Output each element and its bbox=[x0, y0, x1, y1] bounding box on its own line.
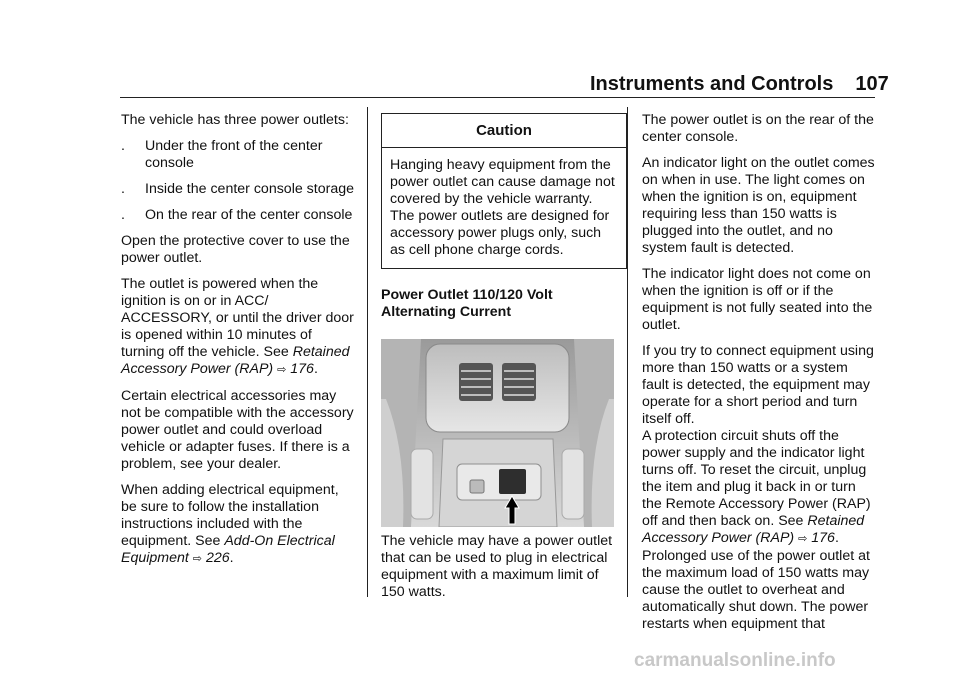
column-divider bbox=[627, 107, 628, 597]
paragraph-powered: The outlet is powered when the ignition is on or in ACC/ ACCESSORY, or until the driver door is opened within 10 minutes of turning off the vehicle. See Retained Accessory Power (RAP) ⇨ 176. bbox=[121, 276, 354, 377]
list-item: . Inside the center console storage bbox=[121, 181, 355, 197]
header-rule bbox=[120, 97, 875, 98]
paragraph-indicator-off: The indicator light does not come on when the ignition is off or if the equipment is not fully seated into the outlet. bbox=[642, 266, 873, 333]
list-item: . Under the front of the center console bbox=[121, 138, 323, 171]
paragraph-indicator: An indicator light on the outlet comes on when in use. The light comes on when the ignition is on, equipment requiring less than 150 watts is plugged into the outlet, and no system fault is detected. bbox=[642, 155, 875, 256]
intro-text: The vehicle has three power outlets: bbox=[121, 112, 349, 128]
addon-link[interactable]: Add-On Electrical Equipment bbox=[121, 533, 335, 566]
caution-text: Hanging heavy equipment from the power outlet can cause damage not covered by the vehicle warranty. The power outlets are designed for accessory power plugs only, such as cell phone charge cords. bbox=[390, 157, 615, 258]
paragraph-accessories: Certain electrical accessories may not be compatible with the accessory power outlet and could overload vehicle or adapter fuses. If there is a problem, see your dealer. bbox=[121, 388, 354, 472]
paragraph-prolonged: Prolonged use of the power outlet at the maximum load of 150 watts may cause the outlet to overheat and automatically shut down. The power restarts when equipment that bbox=[642, 548, 870, 632]
page-header bbox=[590, 73, 889, 96]
list-item: . On the rear of the center console bbox=[121, 207, 353, 223]
console-outlet-illustration bbox=[381, 339, 614, 527]
page-ref-arrow-icon: ⇨ bbox=[277, 364, 287, 376]
page-ref-arrow-icon: ⇨ bbox=[798, 533, 808, 545]
addon-page-ref[interactable]: 226 bbox=[205, 550, 230, 566]
console-outlet-photo bbox=[381, 339, 614, 527]
page-number: 107 bbox=[855, 73, 889, 95]
page-ref-arrow-icon: ⇨ bbox=[192, 553, 202, 565]
column-1 bbox=[121, 112, 357, 577]
rap-link[interactable]: Retained Accessory Power (RAP) bbox=[642, 513, 865, 546]
caution-title: Caution bbox=[382, 114, 626, 148]
column-divider bbox=[367, 107, 368, 597]
subsection-heading: Power Outlet 110/120 Volt Alternating Current bbox=[381, 287, 553, 320]
rap-page-ref[interactable]: 176 bbox=[811, 530, 835, 546]
caution-box bbox=[381, 113, 627, 269]
column-2 bbox=[381, 113, 617, 610]
paragraph-outlet-intro: The vehicle may have a power outlet that can be used to plug in electrical equipment with a maximum limit of 150 watts. bbox=[381, 533, 613, 600]
section-title: Instruments and Controls bbox=[590, 73, 834, 95]
watermark: carmanualsonline.info bbox=[634, 650, 836, 671]
rap-link[interactable]: Retained Accessory Power (RAP) bbox=[121, 344, 350, 377]
paragraph-overload: If you try to connect equipment using more than 150 watts or a system fault is detected, the equipment may operate for a short period and turn itself off. bbox=[642, 343, 874, 427]
rap-page-ref[interactable]: 176 bbox=[290, 361, 314, 377]
column-3 bbox=[642, 112, 878, 642]
paragraph-open-cover: Open the protective cover to use the power outlet. bbox=[121, 233, 350, 266]
paragraph-adding: When adding electrical equipment, be sure to follow the installation instructions included with the equipment. See Add-On Electrical Equipment ⇨ 226. bbox=[121, 482, 339, 566]
paragraph-protection: A protection circuit shuts off the power supply and the indicator light turns off. To reset the circuit, unplug the item and plug it back in or turn the Remote Accessory Power (RAP) off and then back on. See Retained Accessory Power (RAP) ⇨ 176. bbox=[642, 428, 871, 546]
paragraph-location: The power outlet is on the rear of the center console. bbox=[642, 112, 874, 145]
